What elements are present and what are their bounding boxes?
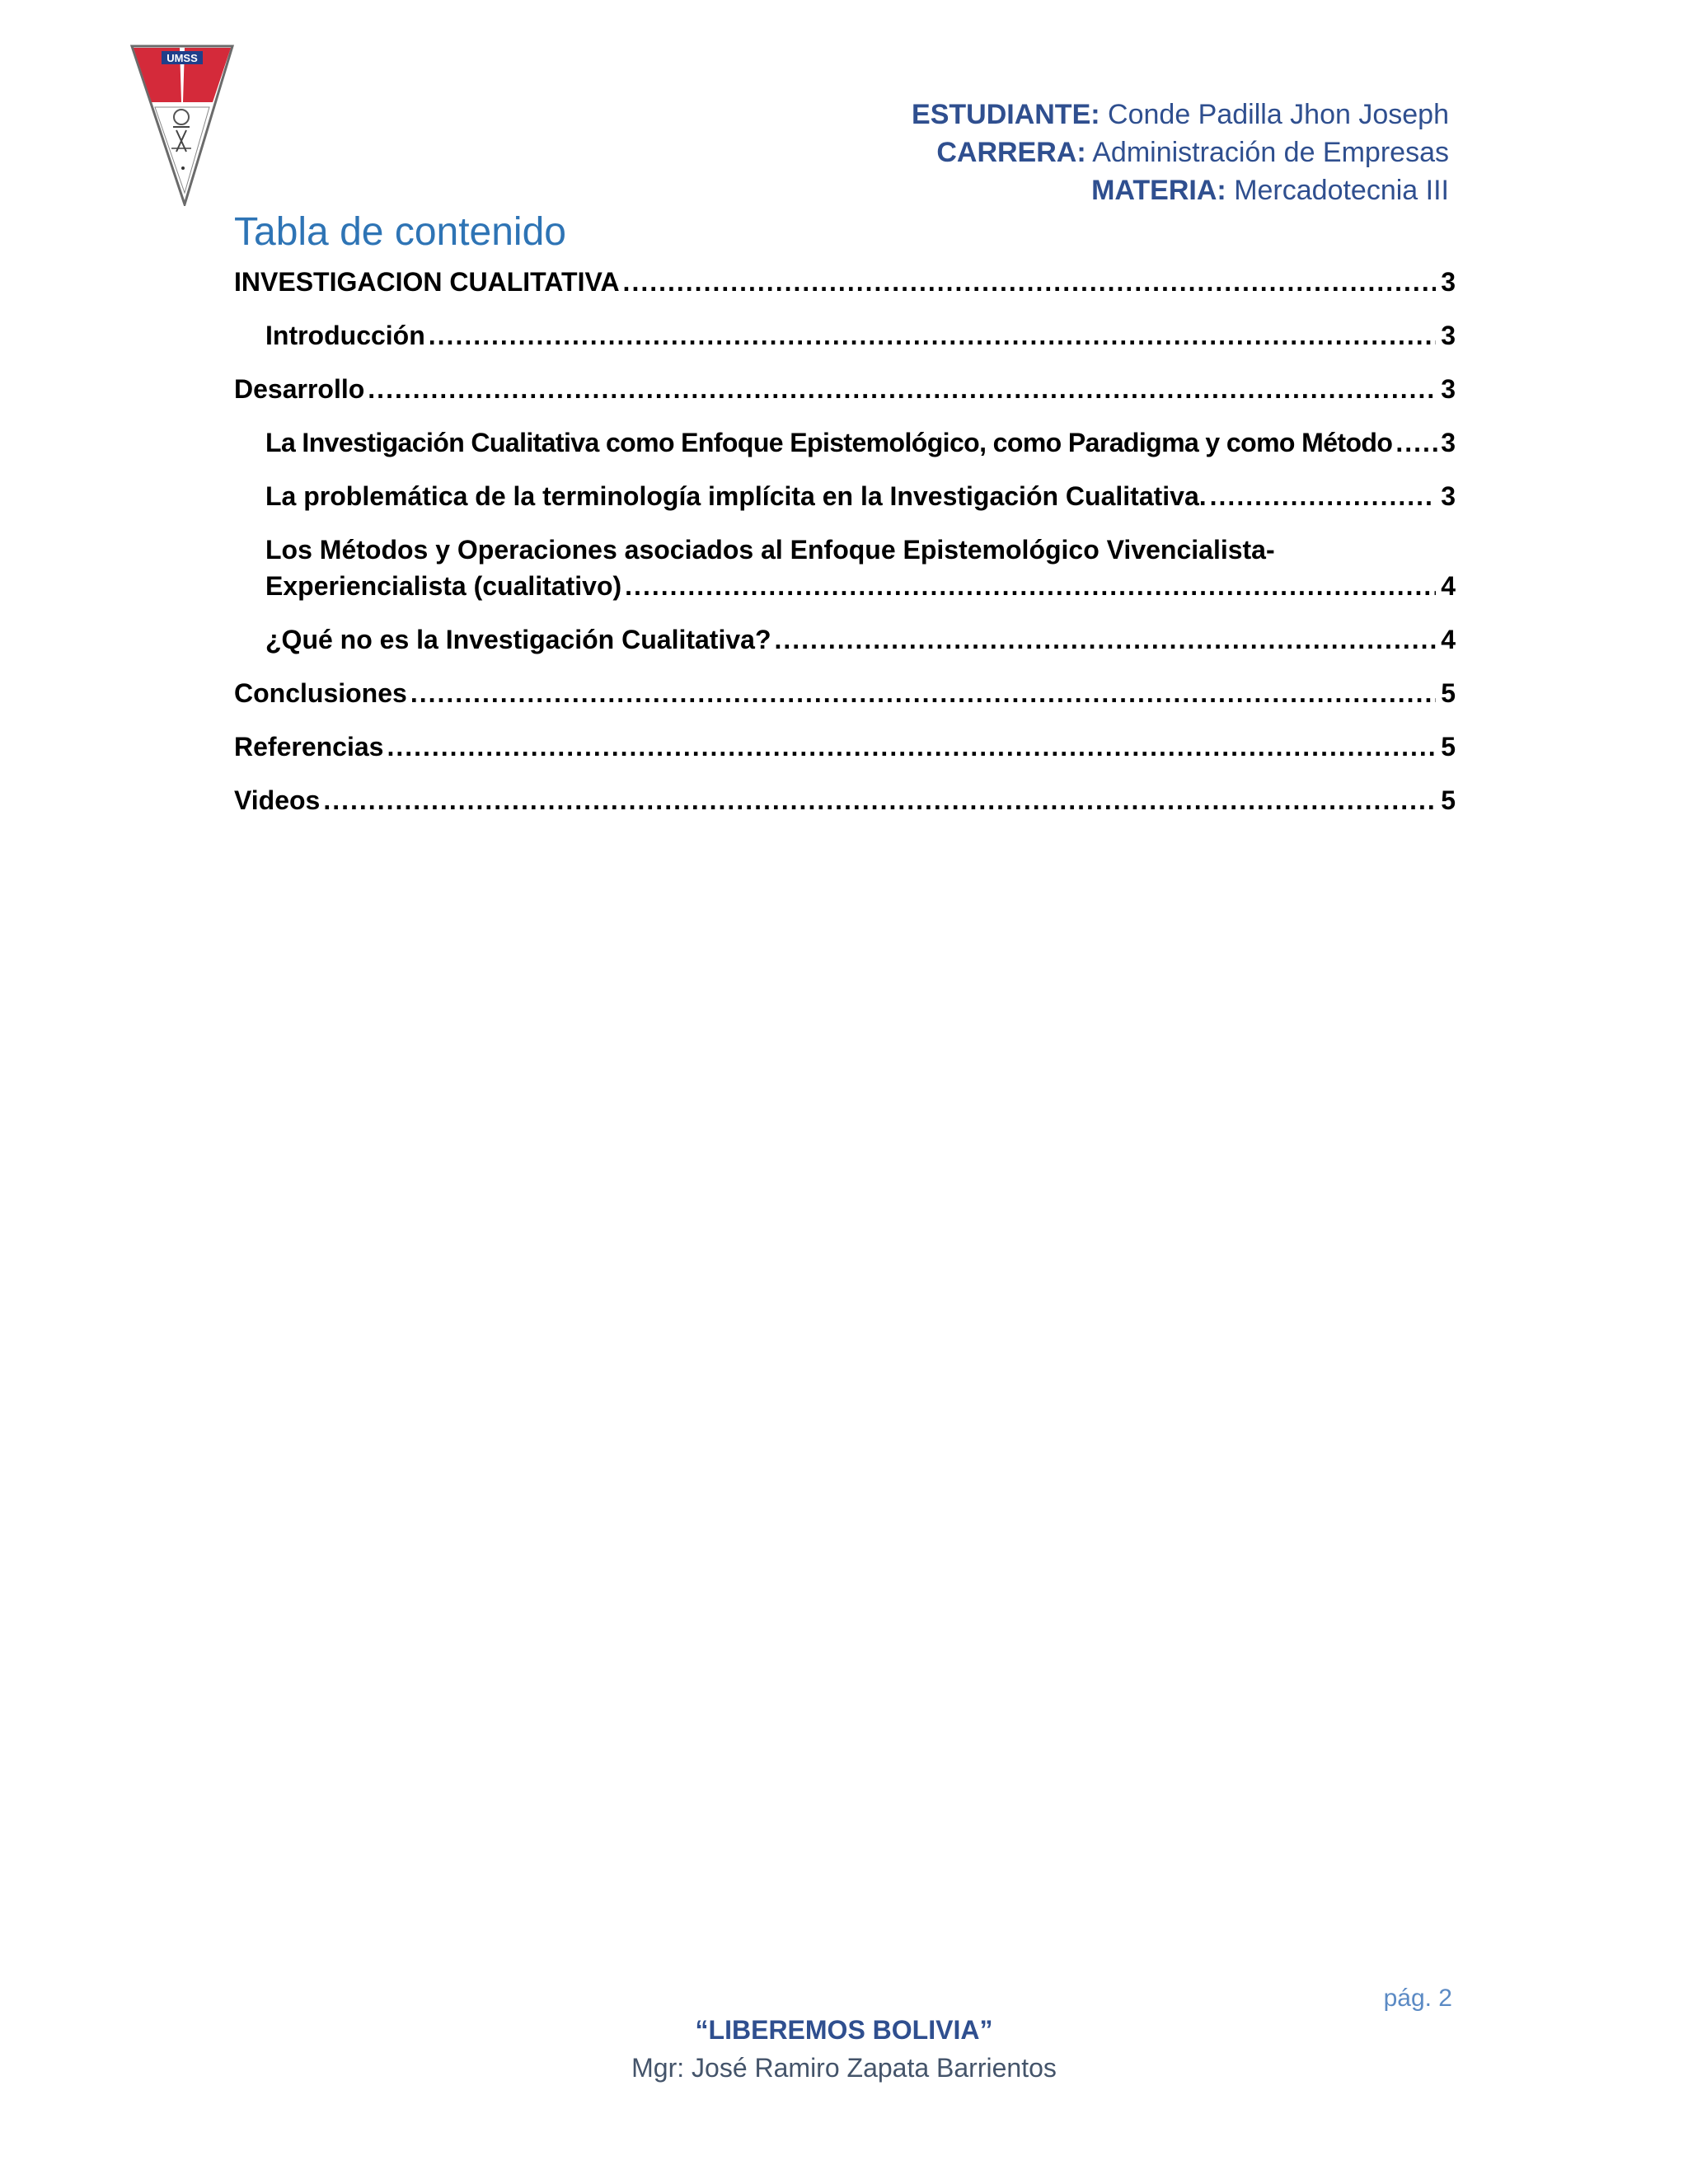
toc-leader [387,729,1436,765]
toc-leader [774,621,1436,658]
toc-entry[interactable] [234,371,1456,407]
toc-entry-line2[interactable] [265,568,1456,604]
toc-entry[interactable] [234,675,1456,711]
toc-entry[interactable] [234,782,1456,818]
toc-entry[interactable] [234,317,1456,354]
toc-title: Tabla de contenido [234,210,566,254]
toc-entry-text[interactable]: Videos [234,785,321,815]
career-line [912,134,1449,171]
toc-entry-text[interactable]: La problemática de la terminología implícita en la Investigación Cualitativa. [265,481,1207,511]
student-name: Conde Padilla Jhon Joseph [1108,99,1449,130]
table-of-contents [234,264,1456,818]
toc-leader [623,264,1437,300]
footer-author: Mgr: José Ramiro Zapata Barrientos [631,2053,1057,2083]
toc-entry-text[interactable]: INVESTIGACION CUALITATIVA [234,267,620,297]
toc-entry-page[interactable]: 4 [1441,625,1456,654]
toc-leader [625,568,1436,604]
toc-entry-page[interactable]: 5 [1441,732,1456,762]
toc-entry-text[interactable]: ¿Qué no es la Investigación Cualitativa? [265,625,771,654]
toc-entry-text[interactable]: Introducción [265,321,425,350]
toc-entry[interactable] [234,478,1456,514]
student-line [912,96,1449,134]
toc-entry-text-line2[interactable]: Experiencialista (cualitativo) [265,571,622,601]
toc-entry[interactable] [234,264,1456,300]
page-number: pág. 2 [1383,1985,1452,2012]
career-label: CARRERA: [936,137,1086,168]
student-info [912,96,1449,209]
subject-line [912,171,1449,209]
toc-leader [323,782,1436,818]
subject-label: MATERIA: [1091,175,1226,206]
toc-entry-text[interactable]: Conclusiones [234,678,407,708]
page-footer [0,2011,1688,2087]
svg-text:UMSS: UMSS [166,52,198,64]
toc-entry-page[interactable]: 3 [1441,428,1456,457]
subject-name: Mercadotecnia III [1234,175,1449,206]
toc-leader [1210,478,1437,514]
student-label: ESTUDIANTE: [912,99,1100,130]
toc-entry-page[interactable]: 4 [1441,571,1456,601]
toc-leader [410,675,1436,711]
toc-entry-page[interactable]: 3 [1441,267,1456,297]
toc-entry[interactable] [234,729,1456,765]
toc-entry-page[interactable]: 5 [1441,785,1456,815]
toc-leader [1395,424,1437,461]
career-name: Administración de Empresas [1092,137,1449,168]
toc-entry-text[interactable]: Desarrollo [234,374,365,404]
toc-leader [429,317,1436,354]
umss-logo [130,45,234,206]
toc-entry-text[interactable]: La Investigación Cualitativa como Enfoque Epistemológico, como Paradigma y como Método [265,428,1393,457]
toc-entry-page[interactable]: 3 [1441,321,1456,350]
toc-entry-page[interactable]: 3 [1441,374,1456,404]
toc-entry-text[interactable]: Referencias [234,732,384,762]
toc-entry-page[interactable]: 3 [1441,481,1456,511]
footer-motto: “LIBEREMOS BOLIVIA” [695,2015,993,2045]
toc-entry-text-line1[interactable]: Los Métodos y Operaciones asociados al Enfoque Epistemológico Vivencialista- [265,535,1275,565]
toc-leader [368,371,1436,407]
toc-entry[interactable] [234,424,1456,461]
toc-entry-page[interactable]: 5 [1441,678,1456,708]
toc-entry[interactable] [234,621,1456,658]
toc-entry[interactable] [234,532,1456,604]
